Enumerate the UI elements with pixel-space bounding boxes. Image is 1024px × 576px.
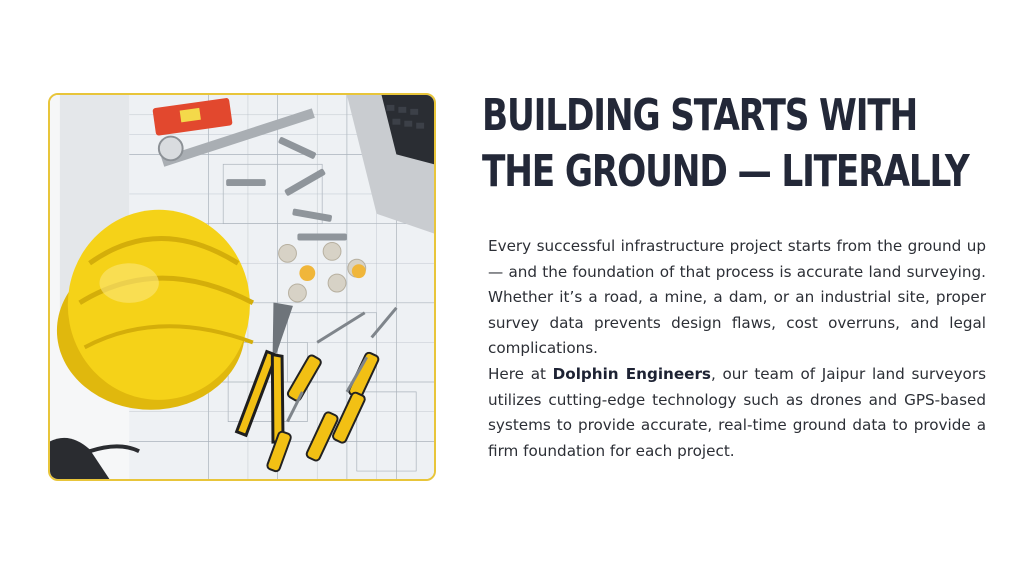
company-paragraph bbox=[488, 362, 986, 464]
company-name: Dolphin Engineers bbox=[552, 364, 711, 383]
title-line-2: THE GROUND — LITERALLY bbox=[482, 146, 969, 197]
intro-paragraph: Every successful infrastructure project starts from the ground up — and the foundation of that process is accurate land surveying. Whether it’s a road, a mine, a dam, or an industrial site, proper survey data prevents design flaws, cost overruns, and legal complications. bbox=[488, 237, 986, 358]
page-title bbox=[482, 88, 969, 200]
title-line-1: BUILDING STARTS WITH bbox=[482, 90, 918, 141]
body-copy bbox=[488, 234, 986, 464]
company-paragraph-prefix: Here at bbox=[488, 364, 553, 383]
company-paragraph-suffix: , our team of Jaipur land surveyors utilizes cutting-edge technology such as drones and GPS-based systems to provide accurate, real-time ground data to provide a firm foundation for each project. bbox=[488, 364, 987, 460]
construction-photo bbox=[48, 93, 436, 481]
